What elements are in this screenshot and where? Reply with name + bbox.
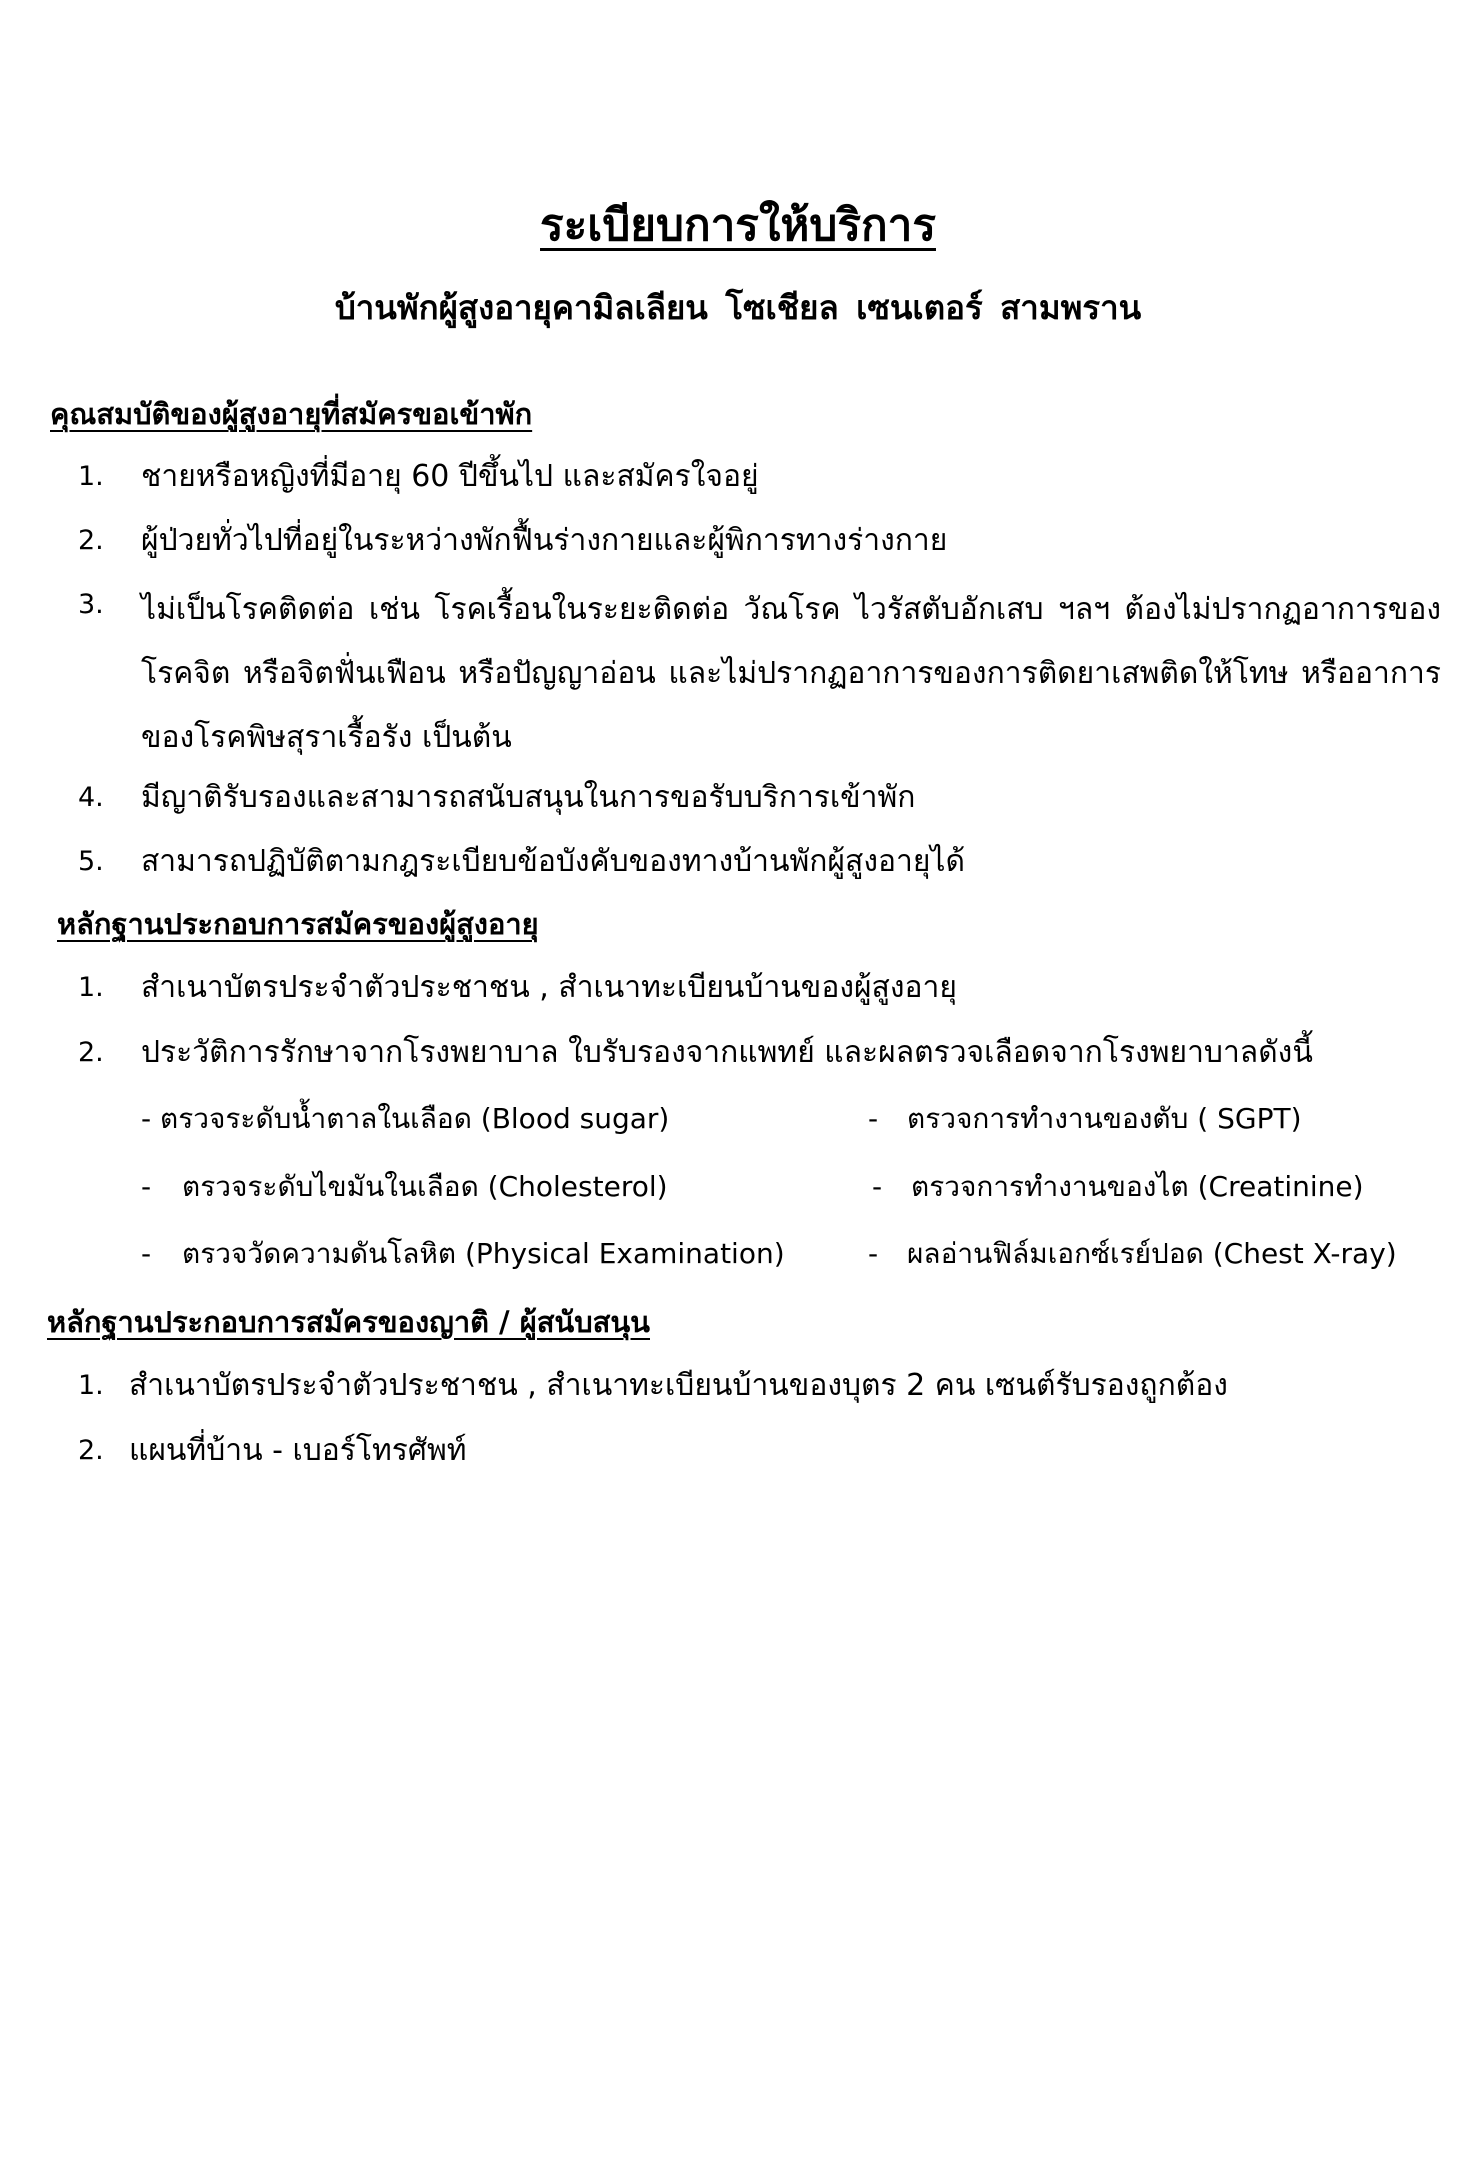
list-number: 2. — [78, 1037, 104, 1068]
list-text-multiline: ไม่เป็นโรคติดต่อ เช่น โรคเรื้อนในระยะติดต่อ วัณโรค ไวรัสตับอักเสบ ฯลฯ ต้องไม่ปรากฏอาการของโรคจิต หรือจิตฟั่นเฟือน หรือปัญญาอ่อน และไม่ปรากฏอาการของการติดยาเสพติดให้โทษ หรืออาการของโรคพิษสุราเรื้อรัง เป็นต้น — [141, 592, 1441, 755]
list-number: 5. — [78, 846, 104, 877]
test-dash: - — [141, 1170, 152, 1203]
list-text: สำเนาบัตรประจำตัวประชาชน , สำเนาทะเบียนบ้านของบุตร 2 คน เซนต์รับรองถูกต้อง — [129, 1368, 1228, 1403]
test-item — [141, 1099, 669, 1139]
list-text: สามารถปฏิบัติตามกฎระเบียบข้อบังคับของทางบ้านพักผู้สูงอายุได้ — [141, 844, 965, 879]
list-number: 1. — [78, 972, 104, 1003]
list-text: ผู้ป่วยทั่วไปที่อยู่ในระหว่างพักฟื้นร่างกายและผู้พิการทางร่างกาย — [141, 523, 948, 558]
list-number: 2. — [78, 525, 104, 556]
list-text: ประวัติการรักษาจากโรงพยาบาล ใบรับรองจากแพทย์ และผลตรวจเลือดจากโรงพยาบาลดังนี้ — [141, 1035, 1313, 1070]
page-title: ระเบียบการให้บริการ — [540, 200, 936, 251]
test-item — [872, 1167, 1364, 1207]
test-dash: - — [868, 1237, 879, 1270]
list-text: ชายหรือหญิงที่มีอายุ 60 ปีขึ้นไป และสมัครใจอยู่ — [141, 459, 759, 494]
list-number: 4. — [78, 782, 104, 813]
test-text: ตรวจระดับไขมันในเลือด (Cholesterol) — [182, 1170, 668, 1203]
list-text: สำเนาบัตรประจำตัวประชาชน , สำเนาทะเบียนบ้านของผู้สูงอายุ — [141, 970, 957, 1005]
test-item — [868, 1099, 1302, 1139]
list-number: 1. — [78, 1370, 104, 1401]
list-number: 2. — [78, 1435, 104, 1466]
section-heading-qualifications: คุณสมบัติของผู้สูงอายุที่สมัครขอเข้าพัก — [50, 397, 533, 431]
test-item — [868, 1234, 1397, 1274]
test-dash: - — [141, 1102, 152, 1135]
test-text: ตรวจการทำงานของไต (Creatinine) — [911, 1170, 1364, 1203]
list-number: 1. — [78, 461, 104, 492]
test-text: ตรวจการทำงานของตับ ( SGPT) — [907, 1102, 1302, 1135]
test-dash: - — [868, 1102, 879, 1135]
test-dash: - — [872, 1170, 883, 1203]
test-dash: - — [141, 1237, 152, 1270]
test-text: ตรวจวัดความดันโลหิต (Physical Examination) — [182, 1237, 785, 1270]
list-text: แผนที่บ้าน - เบอร์โทรศัพท์ — [129, 1433, 467, 1468]
test-item — [141, 1234, 785, 1274]
test-item — [141, 1167, 668, 1207]
section-heading-elder-documents: หลักฐานประกอบการสมัครของผู้สูงอายุ — [57, 907, 539, 941]
page-subtitle: บ้านพักผู้สูงอายุคามิลเลียน โซเชียล เซนเตอร์ สามพราน — [334, 288, 1142, 327]
list-number: 3. — [78, 589, 104, 620]
list-text: มีญาติรับรองและสามารถสนับสนุนในการขอรับบริการเข้าพัก — [141, 780, 916, 815]
test-text: ผลอ่านฟิล์มเอกซ์เรย์ปอด (Chest X-ray) — [907, 1237, 1397, 1270]
test-text: ตรวจระดับน้ำตาลในเลือด (Blood sugar) — [160, 1102, 670, 1135]
section-heading-relative-documents: หลักฐานประกอบการสมัครของญาติ / ผู้สนับสนุน — [47, 1305, 650, 1339]
